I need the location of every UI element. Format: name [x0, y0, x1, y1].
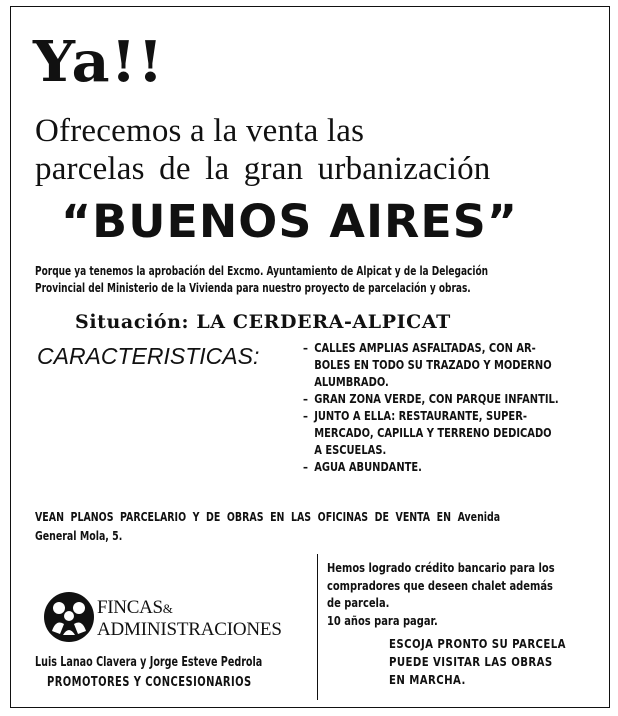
feature-item: – AGUA ABUNDANTE.: [303, 459, 422, 474]
project-name: “BUENOS AIRES”: [61, 195, 519, 248]
location-heading: Situación: LA CERDERA-ALPICAT: [75, 311, 451, 333]
feature-item: – CALLES AMPLIAS ASFALTADAS, CON AR-: [303, 340, 536, 355]
call-to-action: ESCOJA PRONTO SU PARCELA PUEDE VISITAR LAS OBRAS EN MARCHA.: [389, 636, 566, 687]
credit-note: Hemos logrado crédito bancario para los compradores que deseen chalet además de parcela. 10 años para pagar.: [327, 560, 555, 628]
offer-line-1: Ofrecemos a la venta las: [35, 113, 365, 149]
feature-item-cont: A ESCUELAS.: [314, 442, 387, 457]
advertisement: [10, 6, 610, 708]
feature-item-cont: BOLES EN TODO SU TRAZADO Y MODERNO: [314, 357, 552, 372]
features-heading: CARACTERISTICAS:: [37, 343, 260, 369]
feature-item-cont: MERCADO, CAPILLA Y TERRENO DEDICADO: [314, 425, 552, 440]
promoter-role: PROMOTORES Y CONCESIONARIOS: [47, 675, 252, 690]
feature-item: – JUNTO A ELLA: RESTAURANTE, SUPER-: [303, 408, 527, 423]
intro-line-1: Porque ya tenemos la aprobación del Excmo. Ayuntamiento de Alpicat y de la Delegación: [35, 263, 489, 278]
column-divider: [317, 554, 318, 700]
plans-line-2: General Mola, 5.: [35, 529, 123, 544]
feature-item-cont: ALUMBRADO.: [314, 374, 389, 389]
intro-line-2: Provincial del Ministerio de la Vivienda para nuestro proyecto de parcelación y obras.: [35, 280, 471, 295]
offer-line-2: parcelas de la gran urbanización: [35, 151, 491, 187]
feature-item: – GRAN ZONA VERDE, CON PARQUE INFANTIL.: [303, 391, 559, 406]
headline: Ya!!: [33, 29, 165, 95]
plans-line-1: VEAN PLANOS PARCELARIO Y DE OBRAS EN LAS OFICINAS DE VENTA EN Avenida: [35, 510, 501, 525]
brand-line-1: FINCAS&: [97, 597, 173, 618]
fincas-logo-icon: [43, 591, 95, 643]
brand-line-2: ADMINISTRACIONES: [97, 619, 282, 640]
promoter-names: Luis Lanao Clavera y Jorge Esteve Pedrola: [35, 655, 263, 670]
feature-list: [303, 339, 599, 475]
